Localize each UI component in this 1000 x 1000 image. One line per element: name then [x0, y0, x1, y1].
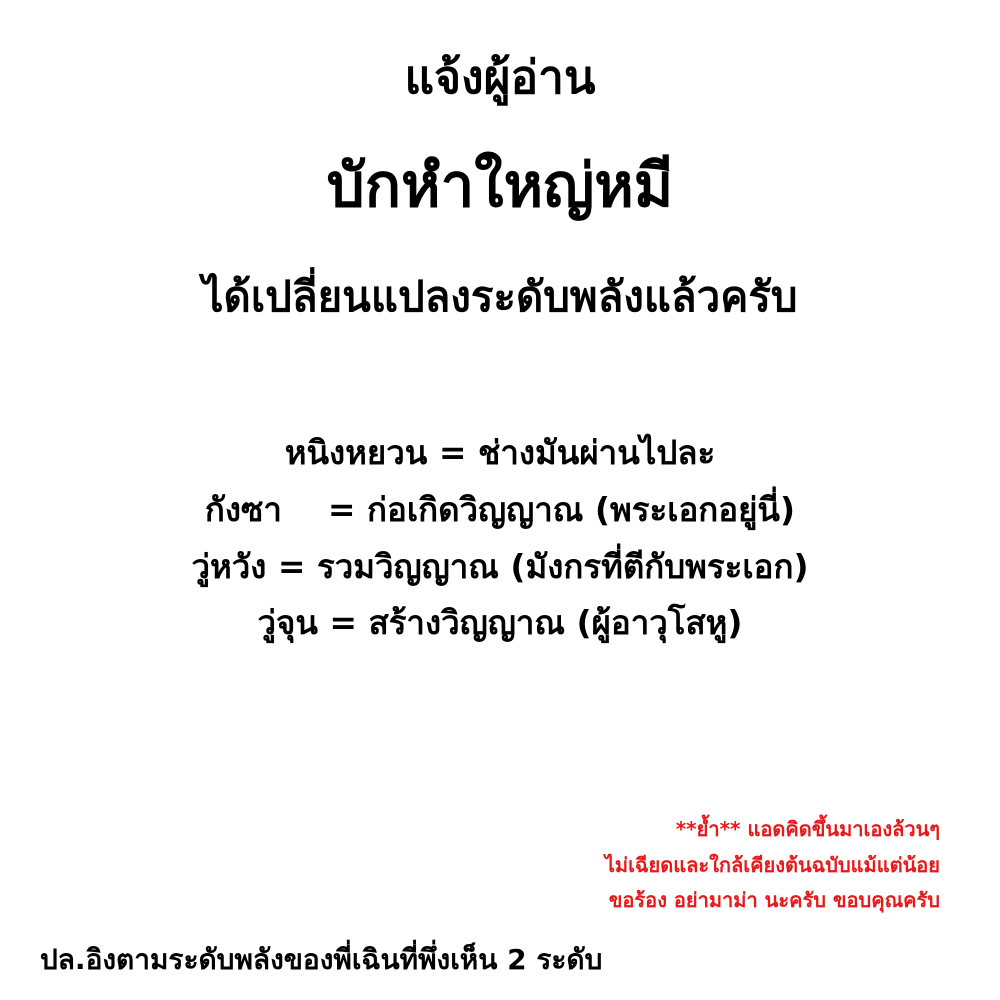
- glossary-item: กังซา = ก่อเกิดวิญญาณ (พระเอกอยู่นี่): [204, 489, 796, 529]
- page-title: แจ้งผู้อ่าน: [404, 50, 596, 104]
- subtitle: ได้เปลี่ยนแปลงระดับพลังแล้วครับ: [202, 272, 798, 321]
- glossary-item: วู่จุน = สร้างวิญญาณ (ผู้อาวุโสหู): [257, 603, 743, 643]
- power-level-glossary: [0, 425, 1000, 652]
- glossary-item: หนิงหยวน = ช่างมันผ่านไปละ: [284, 433, 716, 472]
- note-line: ไม่เฉียดและใกล้เคียงต้นฉบับแม้แต่น้อย: [604, 852, 940, 877]
- footer-postscript: ปล.อิงตามระดับพลังของพี่เฉินที่พึ่งเห็น 2 ระดับ: [40, 943, 603, 976]
- subject-title: บักหำใหญ่หมี: [326, 151, 674, 221]
- note-line: **ย้ำ** แอดคิดขึ้นมาเองล้วนๆ: [675, 817, 940, 841]
- note-line: ขอร้อง อย่ามาม่า นะครับ ขอบคุณครับ: [608, 888, 940, 913]
- disclaimer-note: [0, 812, 1000, 919]
- glossary-item: วู่หวัง = รวมวิญญาณ (มังกรที่ตีกับพระเอก): [191, 546, 809, 586]
